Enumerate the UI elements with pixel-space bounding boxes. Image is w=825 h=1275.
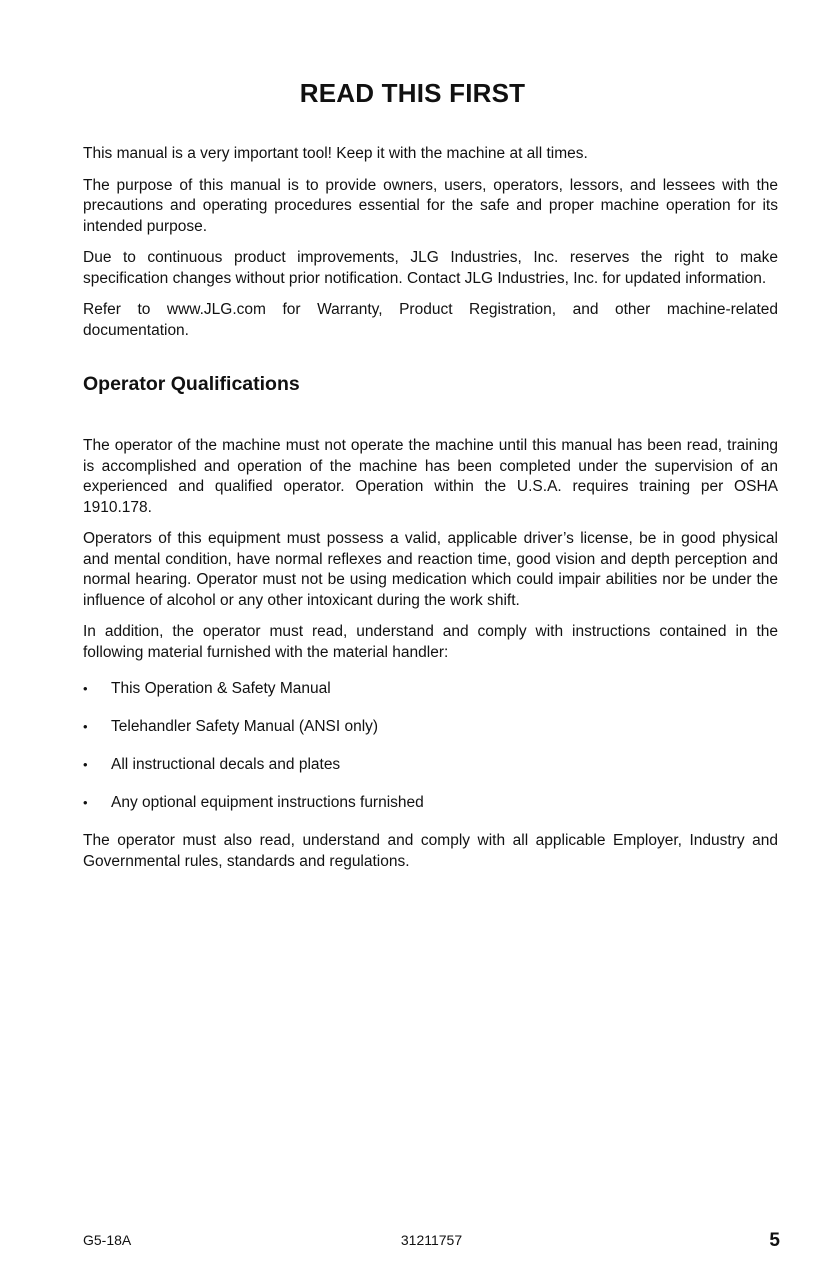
footer-part-number: 31211757 <box>400 1232 463 1248</box>
list-item <box>83 755 778 776</box>
list-item <box>83 679 778 700</box>
list-item-text: Any optional equipment instructions furnished <box>111 794 424 811</box>
bullet-icon: • <box>83 681 88 696</box>
list-item-text: All instructional decals and plates <box>111 756 341 773</box>
bullet-icon: • <box>83 795 88 810</box>
page-footer <box>83 1230 780 1254</box>
list-item <box>83 717 778 738</box>
intro-paragraph-3: Due to continuous product improvements, JLG Industries, Inc. reserves the right to make specification changes without prior notification. Contact JLG Industries, Inc. for updated information. <box>83 249 778 287</box>
qualifications-paragraph-3: In addition, the operator must read, understand and comply with instructions contained in the following material furnished with the material handler: <box>83 623 778 661</box>
list-item-text: This Operation & Safety Manual <box>111 680 331 697</box>
page-title: READ THIS FIRST <box>299 78 526 108</box>
list-item <box>83 793 778 814</box>
bullet-icon: • <box>83 757 88 772</box>
page-number: 5 <box>769 1230 780 1251</box>
intro-paragraph-2: The purpose of this manual is to provide owners, users, operators, lessors, and lessees with the precautions and operating procedures essential for the safe and proper machine operation for its intended purpose. <box>83 176 778 235</box>
list-item-text: Telehandler Safety Manual (ANSI only) <box>111 718 379 735</box>
qualifications-paragraph-1: The operator of the machine must not operate the machine until this manual has been read, training is accomplished and operation of the machine has been completed under the supervision of an experienced and qualified operator. Operation within the U.S.A. requires training per OSHA 1910.178. <box>83 437 778 516</box>
required-materials-list <box>83 679 778 814</box>
footer-model: G5-18A <box>83 1232 132 1248</box>
intro-paragraph-4: Refer to www.JLG.com for Warranty, Product Registration, and other machine-related documentation. <box>83 301 778 339</box>
qualifications-paragraph-2: Operators of this equipment must possess a valid, applicable driver’s license, be in good physical and mental condition, have normal reflexes and reaction time, good vision and depth perception and normal hearing. Operator must not be using medication which could impair abilities nor be under the influence of alcohol or any other intoxicant during the work shift. <box>83 530 778 609</box>
bullet-icon: • <box>83 719 88 734</box>
intro-paragraph-1: This manual is a very important tool! Keep it with the machine at all times. <box>83 145 588 162</box>
closing-paragraph: The operator must also read, understand and comply with all applicable Employer, Industry and Governmental rules, standards and regulations. <box>83 832 778 870</box>
section-heading-operator-qualifications: Operator Qualifications <box>83 373 300 395</box>
main-content <box>83 144 778 883</box>
